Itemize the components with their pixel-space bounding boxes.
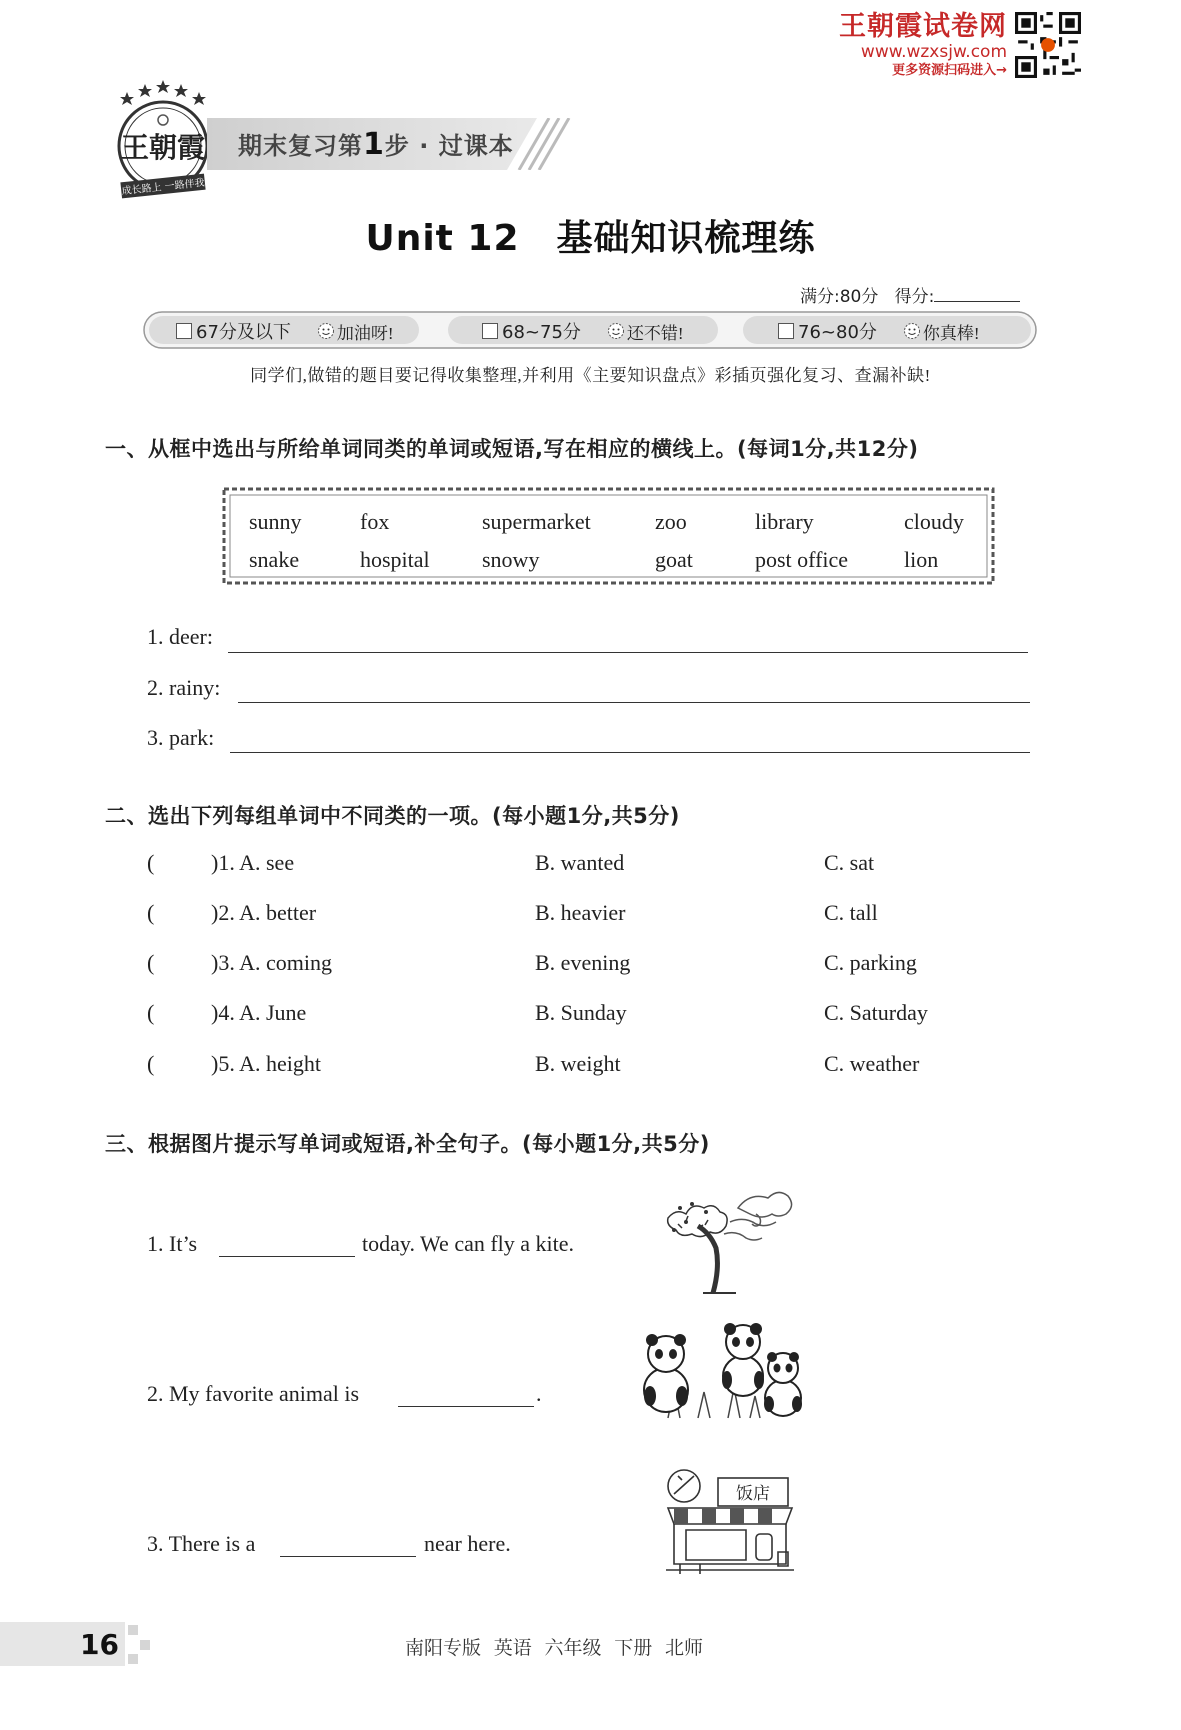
question-a: )1. A. see bbox=[211, 850, 295, 875]
question-a: )5. A. height bbox=[211, 1051, 321, 1076]
answer-blank[interactable] bbox=[219, 1256, 355, 1257]
answer-paren[interactable]: ( bbox=[147, 950, 155, 975]
answer-blank[interactable] bbox=[398, 1406, 534, 1407]
question-b: B. heavier bbox=[535, 900, 626, 925]
word-option: supermarket bbox=[482, 509, 591, 534]
sentence-3-end: near here. bbox=[424, 1531, 511, 1556]
question-c: C. weather bbox=[824, 1051, 920, 1076]
rating-checkbox[interactable] bbox=[778, 323, 794, 339]
answer-paren[interactable]: ( bbox=[147, 900, 155, 925]
answer-paren[interactable]: ( bbox=[147, 1051, 155, 1076]
sentence-2-start: 2. My favorite animal is bbox=[147, 1381, 360, 1406]
footer-square bbox=[128, 1625, 138, 1635]
answer-line[interactable] bbox=[230, 752, 1030, 753]
answer-blank[interactable] bbox=[280, 1556, 416, 1557]
rating-item-low: 67分及以下 加油呀! bbox=[176, 318, 394, 344]
brand-seal-logo bbox=[107, 78, 219, 200]
question-a: )2. A. better bbox=[211, 900, 317, 925]
section-1-title: 一、从框中选出与所给单词同类的单词或短语,写在相应的横线上。(每词1分,共12分) bbox=[105, 437, 919, 461]
fill-item-label: 1. deer: bbox=[147, 624, 213, 649]
pandas-image bbox=[638, 1320, 808, 1420]
word-option: lion bbox=[904, 547, 939, 572]
rating-item-mid: 68~75分 还不错! bbox=[482, 318, 684, 344]
question-b: B. Sunday bbox=[535, 1000, 627, 1025]
question-c: C. parking bbox=[824, 950, 917, 975]
smiley-icon bbox=[903, 322, 921, 340]
rating-checkbox[interactable] bbox=[176, 323, 192, 339]
question-b: B. weight bbox=[535, 1051, 621, 1076]
seal-name-text: 王朝霞 bbox=[120, 131, 206, 164]
word-option: cloudy bbox=[904, 509, 964, 534]
sentence-3-start: 3. There is a bbox=[147, 1531, 256, 1556]
footer-square bbox=[140, 1640, 150, 1650]
fill-item-label: 3. park: bbox=[147, 725, 215, 750]
footer-info: 南阳专版 英语 六年级 下册 北师 bbox=[405, 1638, 704, 1659]
question-b: B. evening bbox=[535, 950, 631, 975]
footer-square bbox=[128, 1654, 138, 1664]
question-c: C. tall bbox=[824, 900, 878, 925]
word-option: fox bbox=[360, 509, 390, 534]
question-a: )3. A. coming bbox=[211, 950, 332, 975]
brand-tip: 更多资源扫码进入→ bbox=[892, 63, 1007, 78]
brand-header bbox=[831, 12, 1081, 80]
banner-title: 期末复习第1步 · 过课本 bbox=[238, 127, 514, 162]
sentence-1-start: 1. It’s bbox=[147, 1231, 198, 1256]
windy-tree-image bbox=[658, 1178, 796, 1296]
answer-paren[interactable]: ( bbox=[147, 850, 155, 875]
restaurant-sign-text: 饭店 bbox=[736, 1484, 770, 1504]
seal-ribbon-text: 成长路上 一路伴我 bbox=[121, 177, 206, 198]
restaurant-image bbox=[660, 1464, 800, 1580]
answer-paren[interactable]: ( bbox=[147, 1000, 155, 1025]
question-b: B. wanted bbox=[535, 850, 625, 875]
word-option: sunny bbox=[249, 509, 302, 534]
score-line: 满分:80分 得分: bbox=[800, 282, 1020, 307]
word-box-frame bbox=[222, 487, 995, 585]
answer-line[interactable] bbox=[228, 652, 1028, 653]
word-option: snowy bbox=[482, 547, 540, 572]
word-option: snake bbox=[249, 547, 300, 572]
sentence-1-end: today. We can fly a kite. bbox=[362, 1231, 575, 1256]
word-option: library bbox=[755, 509, 814, 534]
score-blank[interactable] bbox=[934, 285, 1020, 302]
fill-item-label: 2. rainy: bbox=[147, 675, 221, 700]
brand-url[interactable]: www.wzxsjw.com bbox=[860, 42, 1007, 62]
question-a: )4. A. June bbox=[211, 1000, 307, 1025]
sentence-2-end: . bbox=[536, 1381, 542, 1406]
question-c: C. Saturday bbox=[824, 1000, 928, 1025]
reminder-text: 同学们,做错的题目要记得收集整理,并利用《主要知识盘点》彩插页强化复习、查漏补缺! bbox=[250, 366, 931, 385]
smiley-icon bbox=[317, 322, 335, 340]
page-title: Unit 12 基础知识梳理练 bbox=[365, 218, 816, 259]
rating-checkbox[interactable] bbox=[482, 323, 498, 339]
word-option: hospital bbox=[360, 547, 430, 572]
answer-line[interactable] bbox=[238, 702, 1030, 703]
rating-item-high: 76~80分 你真棒! bbox=[778, 318, 980, 344]
word-option: goat bbox=[655, 547, 693, 572]
smiley-icon bbox=[607, 322, 625, 340]
brand-name: 王朝霞试卷网 bbox=[839, 11, 1007, 42]
question-c: C. sat bbox=[824, 850, 875, 875]
section-3-title: 三、根据图片提示写单词或短语,补全句子。(每小题1分,共5分) bbox=[105, 1132, 710, 1156]
page-number: 16 bbox=[80, 1628, 119, 1661]
word-option: post office bbox=[755, 547, 849, 572]
qr-code-icon[interactable] bbox=[1015, 12, 1081, 78]
word-option: zoo bbox=[655, 509, 687, 534]
section-2-title: 二、选出下列每组单词中不同类的一项。(每小题1分,共5分) bbox=[105, 804, 680, 828]
